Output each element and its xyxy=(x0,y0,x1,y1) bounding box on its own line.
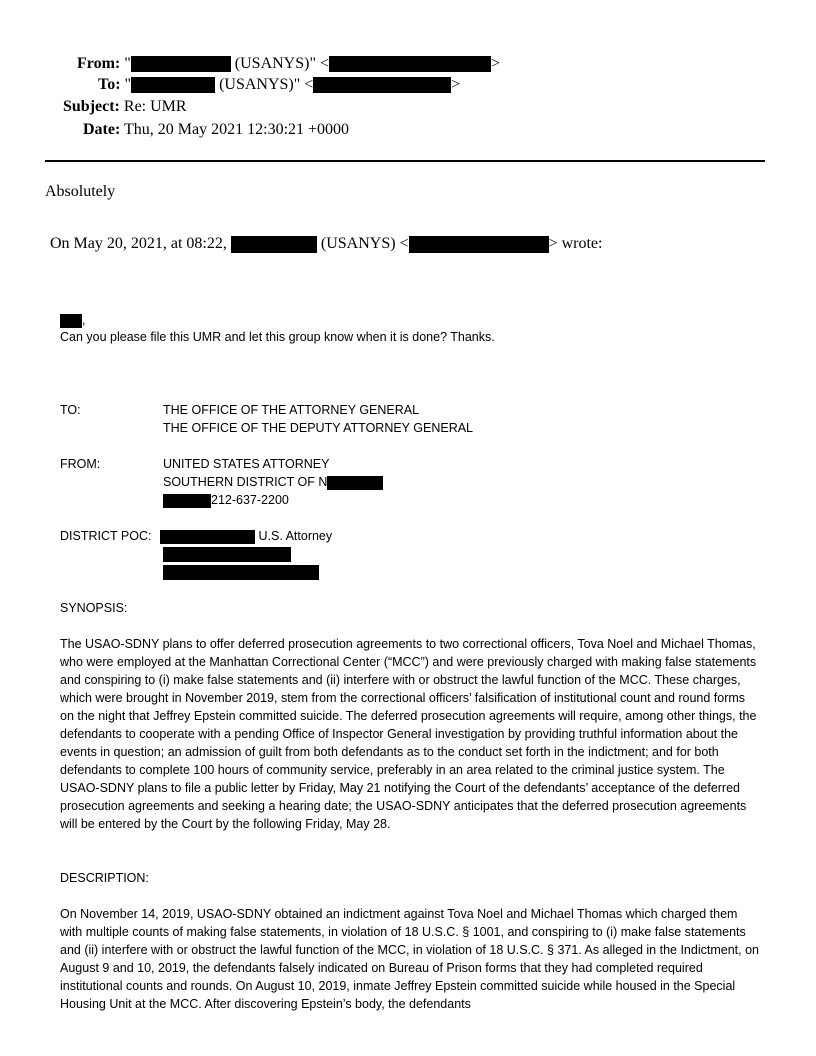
description-label: DESCRIPTION: xyxy=(60,871,149,885)
redacted-recipient-name xyxy=(60,314,82,328)
memo-from-phone: 212-637-2200 xyxy=(211,493,289,507)
quote-prefix: On May 20, 2021, at 08:22, xyxy=(50,235,227,252)
memo-poc-title: U.S. Attorney xyxy=(258,529,333,543)
redacted-phone-prefix xyxy=(163,494,211,508)
memo-from-phone-line xyxy=(163,492,289,508)
from-line xyxy=(77,55,500,73)
memo-poc-label: DISTRICT POC: xyxy=(60,529,152,543)
reply-text: Absolutely xyxy=(45,183,116,200)
from-bracket-close: > xyxy=(491,55,501,72)
request-text: Can you please file this UMR and let this group know when it is done? Thanks. xyxy=(60,330,495,344)
from-org: (USANYS)" < xyxy=(234,55,330,72)
date-value: Thu, 20 May 2021 12:30:21 +0000 xyxy=(124,121,350,138)
memo-to-label: TO: xyxy=(60,403,81,417)
memo-to-line2: THE OFFICE OF THE DEPUTY ATTORNEY GENERAL xyxy=(163,421,474,435)
to-org: (USANYS)" < xyxy=(219,76,314,93)
quote-attribution xyxy=(50,235,602,253)
redacted-to-name xyxy=(131,77,215,93)
memo-poc-line xyxy=(160,528,332,544)
synopsis-paragraph: The USAO-SDNY plans to offer deferred prosecution agreements to two correctional officers, Tova Noel and Michael Thomas, who were employed at the Manhattan Correctional Center (“MCC”) and were previously charged with making false statements and conspiring to (i) make false statements and (ii) interfere with or obstruct the lawful function of the MCC. These charges, which were brought in November 2019, stem from the correctional officers’ falsification of institutional count and round forms on the night that Jeffrey Epstein committed suicide. The deferred prosecution agreements will require, among other things, the defendants to cooperate with a pending Office of Inspector General investigation by providing truthful information about the events in question; an admission of guilt from both defendants as to the conduct set forth in the indictment; and for both defendants to complete 100 hours of community service, preferably in an area related to the criminal justice system. The USAO-SDNY plans to file a public letter by Friday, May 21 notifying the Court of the defendants’ acceptance of the deferred prosecution agreements and seeking a hearing date; the USAO-SDNY anticipates that the deferred prosecution agreements will be entered by the Court by the following Friday, May 28. xyxy=(60,637,757,831)
memo-from-line1: UNITED STATES ATTORNEY xyxy=(163,457,330,471)
date-label: Date: xyxy=(83,121,121,138)
from-label: From: xyxy=(77,55,121,72)
description-paragraph: On November 14, 2019, USAO-SDNY obtained an indictment against Tova Noel and Michael Thomas which charged them with multiple counts of making false statements, in violation of 18 U.S.C. § 1001, and conspiring to (i) make false statements and (ii) interfere with or obstruct the lawful function of the MCC, in violation of 18 U.S.C. § 371. As alleged in the Indictment, on August 9 and 10, 2019, the defendants falsely indicated on Bureau of Prison forms that they had completed required institutional counts and rounds. On August 10, 2019, inmate Jeffrey Epstein committed suicide while housed in the Special Housing Unit at the MCC. After discovering Epstein’s body, the defendants xyxy=(60,907,759,1011)
redacted-sender-name xyxy=(231,236,317,253)
redacted-from-name xyxy=(131,56,231,72)
from-quote-open: " xyxy=(124,55,131,72)
to-line xyxy=(98,76,460,94)
subject-line xyxy=(63,98,187,116)
memo-from-label: FROM: xyxy=(60,457,101,471)
memo-from-district: SOUTHERN DISTRICT OF N xyxy=(163,475,328,489)
redacted-sender-email xyxy=(409,236,549,253)
synopsis-label: SYNOPSIS: xyxy=(60,601,128,615)
redacted-poc-name xyxy=(160,530,255,544)
quote-suffix: > wrote: xyxy=(548,235,603,252)
redacted-poc-line3 xyxy=(163,565,319,580)
redacted-from-email xyxy=(329,56,491,72)
memo-to-line1: THE OFFICE OF THE ATTORNEY GENERAL xyxy=(163,403,420,417)
greeting-comma: , xyxy=(82,313,86,327)
subject-label: Subject: xyxy=(63,98,120,115)
to-bracket-close: > xyxy=(451,76,461,93)
memo-from-line2 xyxy=(163,474,383,490)
header-divider xyxy=(45,160,765,162)
redacted-district xyxy=(327,476,383,490)
subject-value: Re: UMR xyxy=(123,98,187,115)
to-label: To: xyxy=(98,76,121,93)
redacted-poc-line2 xyxy=(163,547,291,562)
greeting xyxy=(60,312,85,328)
date-line xyxy=(83,121,349,139)
to-quote-open: " xyxy=(124,76,132,93)
redacted-to-email xyxy=(313,77,451,93)
quote-org: (USANYS) < xyxy=(320,235,409,252)
